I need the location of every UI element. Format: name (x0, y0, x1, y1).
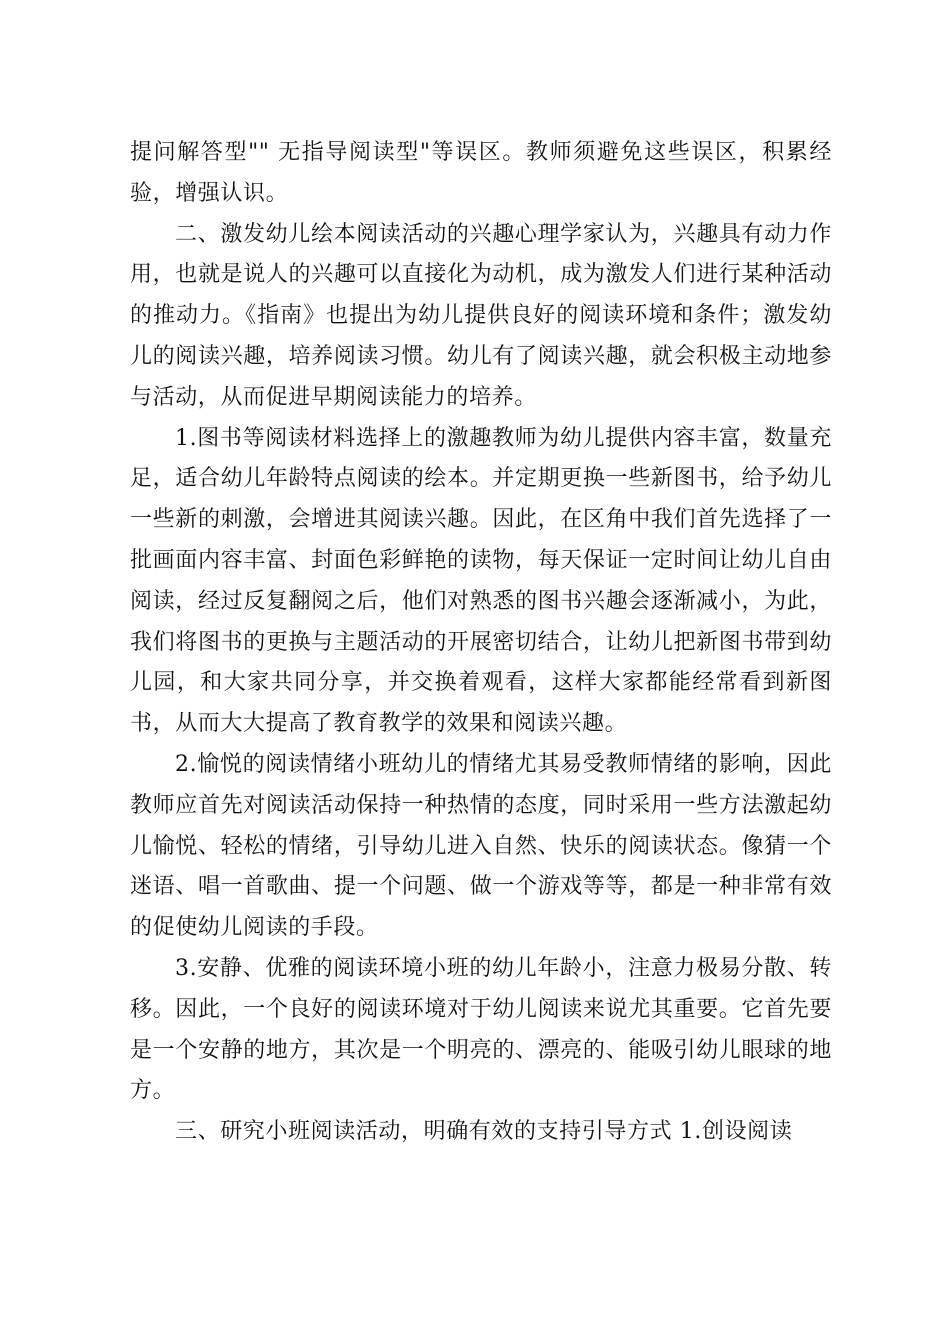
body-text (130, 133, 832, 1153)
paragraph-section-two: 二、激发幼儿绘本阅读活动的兴趣心理学家认为，兴趣具有动力作用，也就是说人的兴趣可以直接化为动机，成为激发人们进行某种活动的推动力。《指南》也提出为幼儿提供良好的阅读环境和条件；激发幼儿的阅读兴趣，培养阅读习惯。幼儿有了阅读兴趣，就会积极主动地参与活动，从而促进早期阅读能力的培养。 (130, 221, 832, 410)
paragraph-item-two: 2.愉悦的阅读情绪小班幼儿的情绪尤其易受教师情绪的影响，因此教师应首先对阅读活动保持一种热情的态度，同时采用一些方法激起幼儿愉悦、轻松的情绪，引导幼儿进入自然、快乐的阅读状态。像猜一个迷语、唱一首歌曲、提一个问题、做一个游戏等等，都是一种非常有效的促使幼儿阅读的手段。 (130, 751, 832, 941)
paragraph-item-three: 3.安静、优雅的阅读环境小班的幼儿年龄小，注意力极易分散、转移。因此，一个良好的阅读环境对于幼儿阅读来说尤其重要。它首先要是一个安静的地方，其次是一个明亮的、漂亮的、能吸引幼儿眼球的地方。 (130, 955, 832, 1104)
paragraph-section-three: 三、研究小班阅读活动，明确有效的支持引导方式 1.创设阅读 (175, 1119, 793, 1145)
paragraph-continuation: 提问解答型"" 无指导阅读型"等误区。教师须避免这些误区，积累经验，增强认识。 (130, 140, 832, 206)
paragraph-item-one: 1.图书等阅读材料选择上的激趣教师为幼儿提供内容丰富，数量充足，适合幼儿年龄特点阅读的绘本。并定期更换一些新图书，给予幼儿一些新的刺激，会增进其阅读兴趣。因此，在区角中我们首先选择了一批画面内容丰富、封面色彩鲜艳的读物，每天保证一定时间让幼儿自由阅读，经过反复翻阅之后，他们对熟悉的图书兴趣会逐渐减小，为此，我们将图书的更换与主题活动的开展密切结合，让幼儿把新图书带到幼儿园，和大家共同分享，并交换着观看，这样大家都能经常看到新图书，从而大大提高了教育教学的效果和阅读兴趣。 (130, 425, 832, 737)
